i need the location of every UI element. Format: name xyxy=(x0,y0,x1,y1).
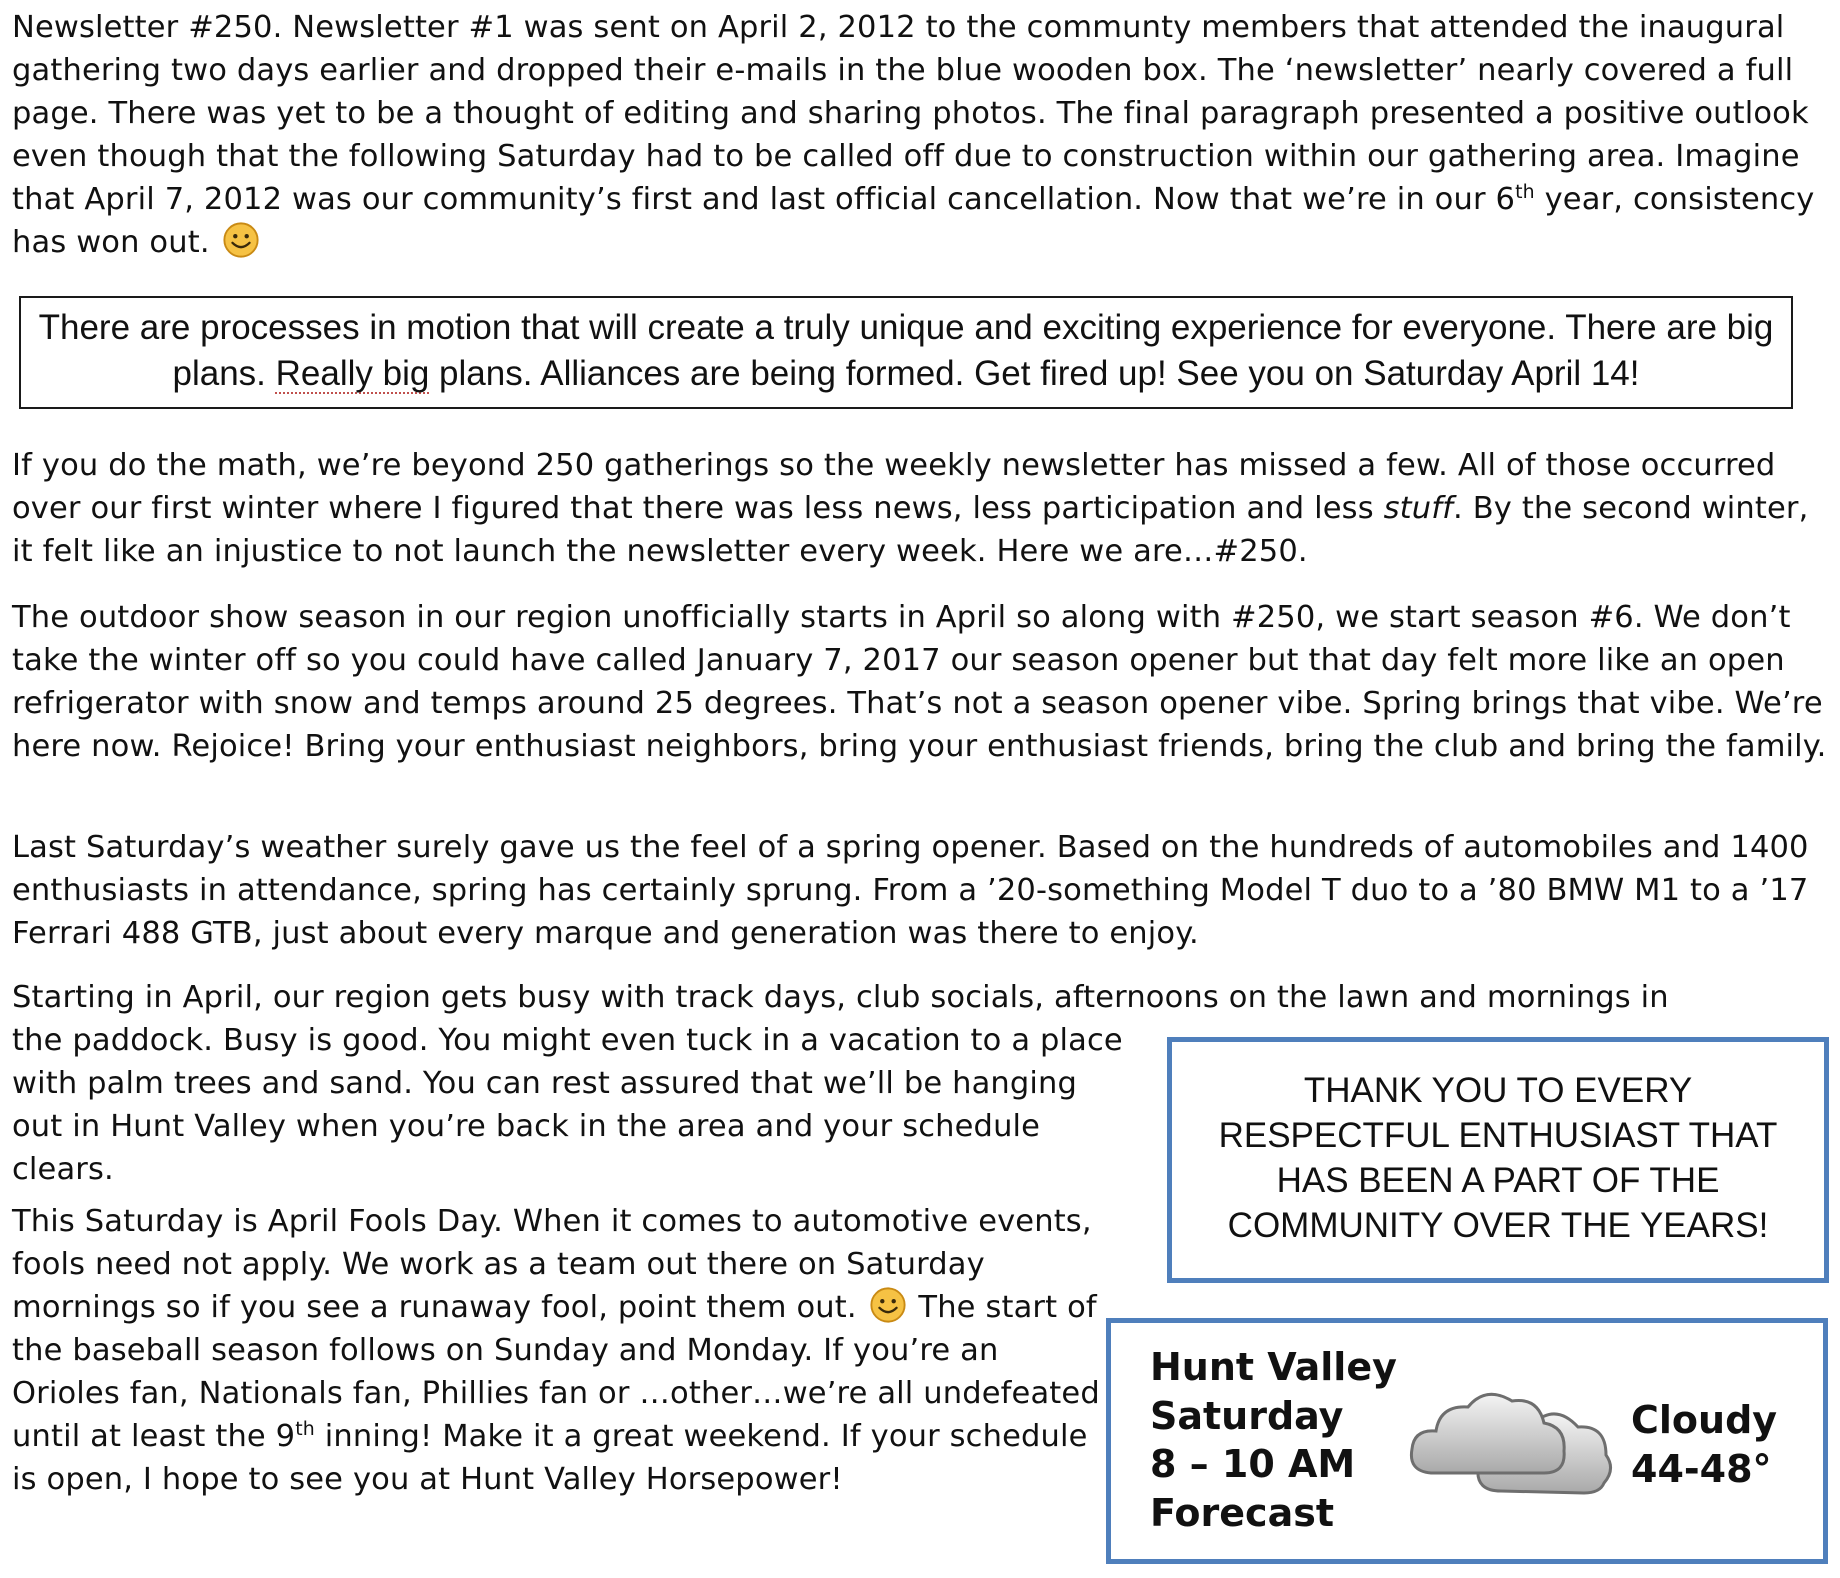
thank-you-line: RESPECTFUL ENTHUSIAST THAT xyxy=(1218,1116,1778,1155)
forecast-details xyxy=(1150,1343,1397,1537)
forecast-temperature: 44-48° xyxy=(1631,1446,1772,1491)
forecast-condition: Cloudy xyxy=(1631,1398,1778,1442)
last-saturday-paragraph: Last Saturday’s weather surely gave us the feel of a spring opener. Based on the hundreds of automobiles and 1400 enthusiasts in attendance, spring has certainly sprung. From a ’20-something Model T duo to a ’80 BMW M1 to a ’17 Ferrari 488 GTB, just about every marque and generation was there to enjoy. xyxy=(12,830,1809,951)
intro-paragraph: Newsletter #250. Newsletter #1 was sent on April 2, 2012 to the communty members that attended the inaugural gathering two days earlier and dropped their e-mails in the blue wooden box. The ‘newsletter’ nearly covered a full page. There was yet to be a thought of editing and sharing photos. The final paragraph presented a positive outlook even though that the following Saturday had to be called off due to construction within our gathering area. Imagine that April 7, 2012 was our community’s first and last official cancellation. Now that we’re in our 6th year, consistency has won out. xyxy=(12,10,1815,260)
season-paragraph: The outdoor show season in our region unofficially starts in April so along with #250, we start season #6. We don’t take the winter off so you could have called January 7, 2017 our season opener but that day felt more like an open refrigerator with snow and temps around 25 degrees. That’s not a season opener vibe. Spring brings that vibe. We’re here now. Rejoice! Bring your enthusiast neighbors, bring your enthusiast friends, bring the club and bring the family. xyxy=(12,600,1827,764)
thank-you-line: COMMUNITY OVER THE YEARS! xyxy=(1227,1206,1769,1245)
forecast-time: 8 – 10 AM xyxy=(1150,1442,1356,1486)
weather-forecast-box xyxy=(1106,1318,1828,1564)
forecast-conditions xyxy=(1631,1396,1777,1493)
forecast-location: Hunt Valley xyxy=(1150,1345,1397,1389)
math-paragraph: If you do the math, we’re beyond 250 gatherings so the weekly newsletter has missed a few. All of those occurred over our first winter where I figured that there was less news, less participation and less stuff. By the second winter, it felt like an injustice to not launch the newsletter every week. Here we are…#250. xyxy=(12,448,1809,569)
forecast-day: Saturday xyxy=(1150,1393,1344,1438)
proofing-underline: Really big xyxy=(275,354,430,393)
april-fools-paragraph: This Saturday is April Fools Day. When it comes to automotive events, fools need not apply. We work as a team out there on Saturday mornings so if you see a runaway fool, point them out. The start of the baseball season follows on Sunday and Monday. If you’re an Orioles fan, Nationals fan, Phillies fan or …other…we’re all undefeated until at least the 9th inning! Make it a great weekend. If your schedule is open, I hope to see you at Hunt Valley Horsepower! xyxy=(12,1204,1100,1497)
smiley-icon xyxy=(869,1286,907,1324)
forecast-label: Forecast xyxy=(1150,1490,1334,1535)
thank-you-box xyxy=(1167,1037,1829,1283)
cloud-icon xyxy=(1406,1361,1616,1521)
announcement-callout: There are processes in motion that will create a truly unique and exciting experience for everyone. There are big plans. Really big plans. Alliances are being formed. Get fired up! See you on Saturday April 14! xyxy=(19,296,1793,409)
thank-you-line: HAS BEEN A PART OF THE xyxy=(1276,1161,1720,1200)
smiley-icon xyxy=(222,221,260,259)
thank-you-line: THANK YOU TO EVERY xyxy=(1303,1071,1693,1110)
busy-season-paragraph: Starting in April, our region gets busy with track days, club socials, afternoons on the lawn and mornings in the paddock. Busy is good. You might even tuck in a vacation to a place with palm trees and sand. You can rest assured that we’ll be hanging out in Hunt Valley when you’re back in the area and your schedule clears. xyxy=(12,980,1669,1187)
